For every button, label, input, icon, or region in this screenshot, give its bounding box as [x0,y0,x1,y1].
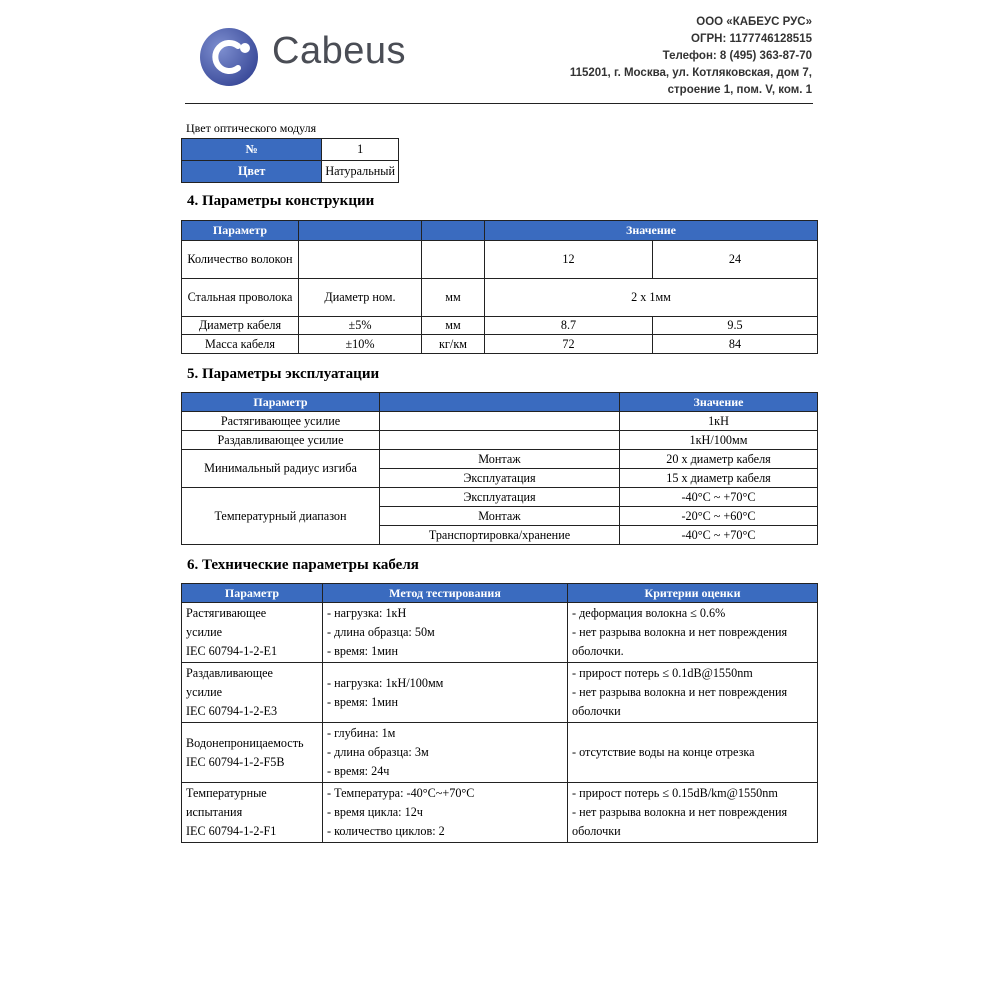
header-empty [422,221,485,241]
cell-value: 84 [653,335,818,354]
cell-param [182,723,323,783]
company-line: ОГРН: 1177746128515 [691,33,812,45]
cell-param [182,783,323,843]
cell-criteria [568,663,818,723]
cell-criteria [568,603,818,663]
cell-param [182,603,323,663]
cell: Эксплуатация [380,469,620,488]
header-criteria: Критерии оценки [568,584,818,603]
line: оболочки. [572,644,624,658]
cell-criteria [568,783,818,843]
line: - время: 1мин [327,644,398,658]
cell [299,241,422,279]
technical-table [181,583,818,843]
construction-table [181,220,818,354]
cell-label: Цвет [182,161,322,183]
cell-method [323,603,568,663]
line: - нагрузка: 1кН/100мм [327,675,444,690]
cell-label: Минимальный радиус изгиба [182,450,380,488]
company-line: ООО «КАБЕУС РУС» [696,16,812,28]
line: IEC 60794-1-2-F1 [186,824,277,838]
line: IEC 60794-1-2-E1 [186,644,278,658]
cell: ±10% [299,335,422,354]
header-param: Параметр [182,221,299,241]
line: IEC 60794-1-2-E3 [186,704,278,718]
line: оболочки [572,704,621,718]
cell [380,412,620,431]
brand-name: Cabeus [272,30,406,72]
line: Растягивающее [186,606,267,620]
header-param: Параметр [182,584,323,603]
line: усилие [186,625,223,639]
cell: кг/км [422,335,485,354]
line: - отсутствие воды на конце отрезка [572,745,755,759]
cell-param [182,663,323,723]
cell-value: 72 [485,335,653,354]
cell-value: Натуральный [322,161,399,183]
company-line: 115201, г. Москва, ул. Котляковская, дом 7, [569,67,812,79]
line: - прирост потерь ≤ 0.15dB/km@1550nm [572,786,778,800]
company-line: Телефон: 8 (495) 363-87-70 [662,50,812,62]
line: - нет разрыва волокна и нет повреждения [572,685,788,699]
cell-label: Диаметр кабеля [182,317,299,335]
line: - длина образца: 3м [327,745,429,759]
line: IEC 60794-1-2-F5B [186,754,285,769]
cell-value: -20°C ~ +60°C [620,507,818,526]
cell-criteria [568,723,818,783]
company-line: строение 1, пом. V, ком. 1 [667,84,812,96]
line: - нет разрыва волокна и нет повреждения [572,805,788,819]
cell-value: 12 [485,241,653,279]
cell-label: Стальная проволока [182,279,299,317]
line: Раздавливающее [186,666,273,680]
cell-label: Температурный диапазон [182,488,380,545]
line: - деформация волокна ≤ 0.6% [572,606,726,620]
cell: Транспортировка/хранение [380,526,620,545]
line: усилие [186,685,223,699]
line: - время: 1мин [327,694,398,709]
cell-value: 1кН [620,412,818,431]
color-table [181,138,399,183]
cell-value: 2 x 1мм [485,279,818,317]
cell-method [323,723,568,783]
section-6-title: 6. Технические параметры кабеля [187,557,419,573]
operation-table [181,392,818,545]
line: Температурные [186,786,267,800]
cell: мм [422,317,485,335]
line: - глубина: 1м [327,726,396,740]
line: - количество циклов: 2 [327,824,445,838]
cell: мм [422,279,485,317]
line: испытания [186,805,243,819]
line: - время цикла: 12ч [327,805,423,819]
cell: Диаметр ном. [299,279,422,317]
cell-value: 8.7 [485,317,653,335]
line: - Температура: -40°C~+70°C [327,786,475,800]
cell-value: 20 x диаметр кабеля [620,450,818,469]
cell-method [323,783,568,843]
cell-label: Количество волокон [182,241,299,279]
table-row [182,723,818,783]
cell: ±5% [299,317,422,335]
cell-value: 1 [322,139,399,161]
cell: Эксплуатация [380,488,620,507]
cell-value: 9.5 [653,317,818,335]
cabeus-logo [198,24,413,88]
cell-value: 1кН/100мм [620,431,818,450]
cell-label: № [182,139,322,161]
header-value: Значение [485,221,818,241]
section-4-title: 4. Параметры конструкции [187,193,375,209]
cell-method [323,663,568,723]
cell [422,241,485,279]
section-5-title: 5. Параметры эксплуатации [187,366,380,382]
line: Водонепроницаемость [186,735,304,750]
header-divider [185,103,813,104]
cell [380,431,620,450]
cell: Монтаж [380,507,620,526]
table-row [182,783,818,843]
header-value: Значение [620,393,818,412]
line: - длина образца: 50м [327,625,435,639]
logo-mark-icon [198,24,262,88]
table-row [182,663,818,723]
cell-value: -40°C ~ +70°C [620,488,818,507]
cell-value: 15 x диаметр кабеля [620,469,818,488]
header-param: Параметр [182,393,380,412]
cell-label: Масса кабеля [182,335,299,354]
header-empty [380,393,620,412]
header-method: Метод тестирования [323,584,568,603]
table-row [182,603,818,663]
cell-value: -40°C ~ +70°C [620,526,818,545]
cell-value: 24 [653,241,818,279]
line: оболочки [572,824,621,838]
cell: Монтаж [380,450,620,469]
color-table-caption: Цвет оптического модуля [186,121,317,135]
line: - нагрузка: 1кН [327,606,407,620]
line: - прирост потерь ≤ 0.1dB@1550nm [572,666,753,680]
header-empty [299,221,422,241]
cell-label: Раздавливающее усилие [182,431,380,450]
line: - время: 24ч [327,764,390,778]
line: - нет разрыва волокна и нет повреждения [572,625,788,639]
company-details [570,14,812,99]
cell-label: Растягивающее усилие [182,412,380,431]
